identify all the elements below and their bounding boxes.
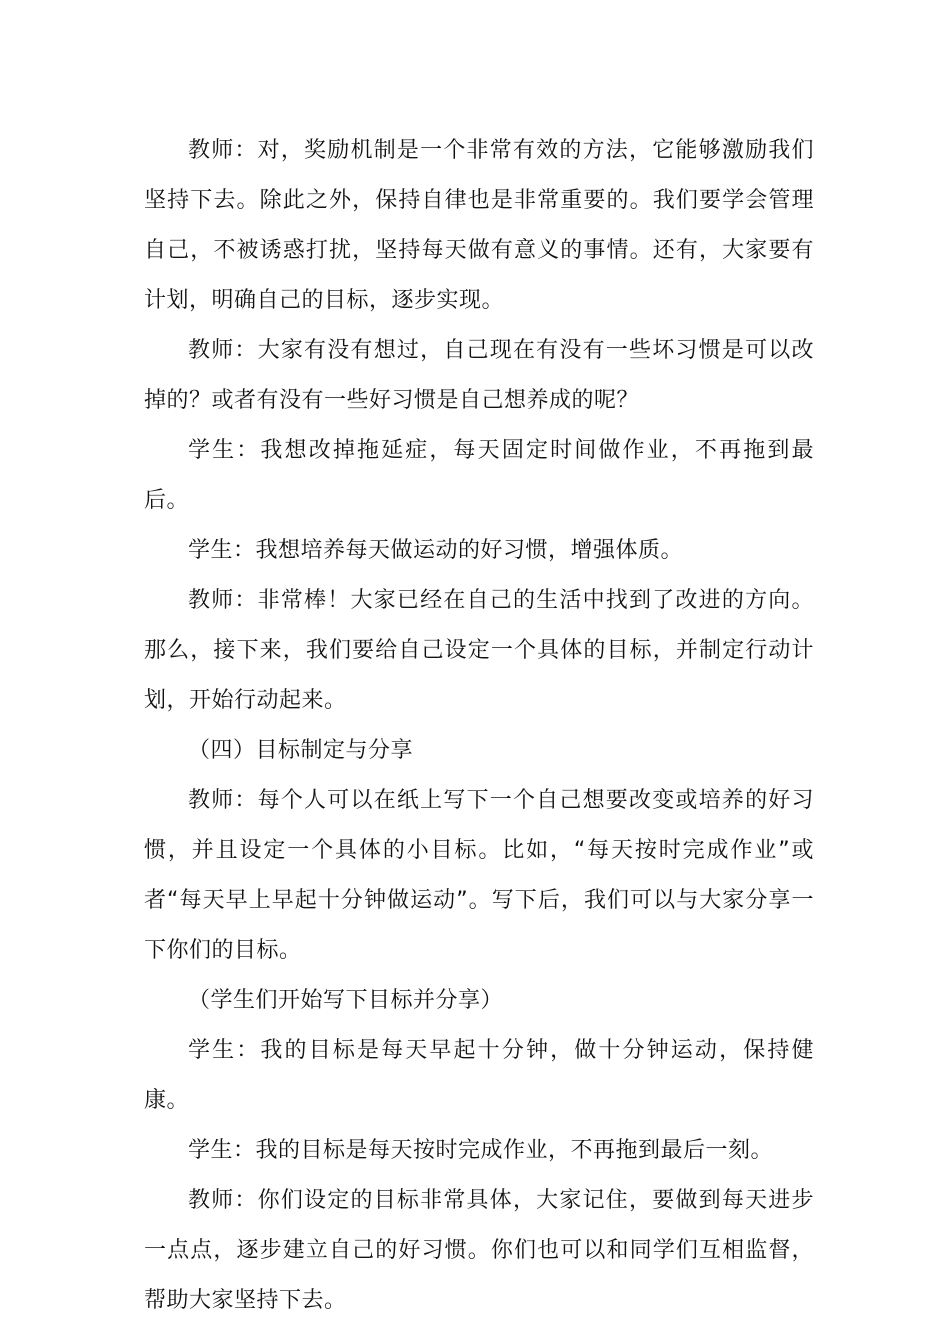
section-heading-goal-sharing: （四）目标制定与分享 xyxy=(188,738,414,763)
paragraph-teacher-write-goal: 教师：每个人可以在纸上写下一个自己想要改变或培养的好习惯，并且设定一个具体的小目标。比如，“每天按时完成作业”或者“每天早上早起十分钟做运动”。写下后，我们可以与大家分享一下你们的目标。 xyxy=(144,788,814,963)
paragraph-student-goal-health: 学生：我的目标是每天早起十分钟，做十分钟运动，保持健康。 xyxy=(144,1038,814,1113)
paragraph-teacher-reward-discipline: 教师：对，奖励机制是一个非常有效的方法，它能够激励我们坚持下去。除此之外，保持自律也是非常重要的。我们要学会管理自己，不被诱惑打扰，坚持每天做有意义的事情。还有，大家要有计划，明确自己的目标，逐步实现。 xyxy=(144,138,814,313)
paragraph-student-exercise: 学生：我想培养每天做运动的好习惯，增强体质。 xyxy=(188,538,684,563)
paragraph-student-procrastination: 学生：我想改掉拖延症，每天固定时间做作业，不再拖到最后。 xyxy=(144,438,814,513)
paragraph-teacher-conclusion: 教师：你们设定的目标非常具体，大家记住，要做到每天进步一点点，逐步建立自己的好习惯。你们也可以和同学们互相监督，帮助大家坚持下去。 xyxy=(144,1188,814,1313)
paragraph-teacher-habits-question: 教师：大家有没有想过，自己现在有没有一些坏习惯是可以改掉的？或者有没有一些好习惯是自己想养成的呢？ xyxy=(144,338,814,413)
paragraph-student-goal-homework: 学生：我的目标是每天按时完成作业，不再拖到最后一刻。 xyxy=(188,1138,774,1163)
paragraph-teacher-set-goal: 教师：非常棒！大家已经在自己的生活中找到了改进的方向。那么，接下来，我们要给自己设定一个具体的目标，并制定行动计划，开始行动起来。 xyxy=(144,588,814,713)
paragraph-stage-direction: （学生们开始写下目标并分享） xyxy=(188,988,504,1013)
document-body xyxy=(144,126,814,1326)
